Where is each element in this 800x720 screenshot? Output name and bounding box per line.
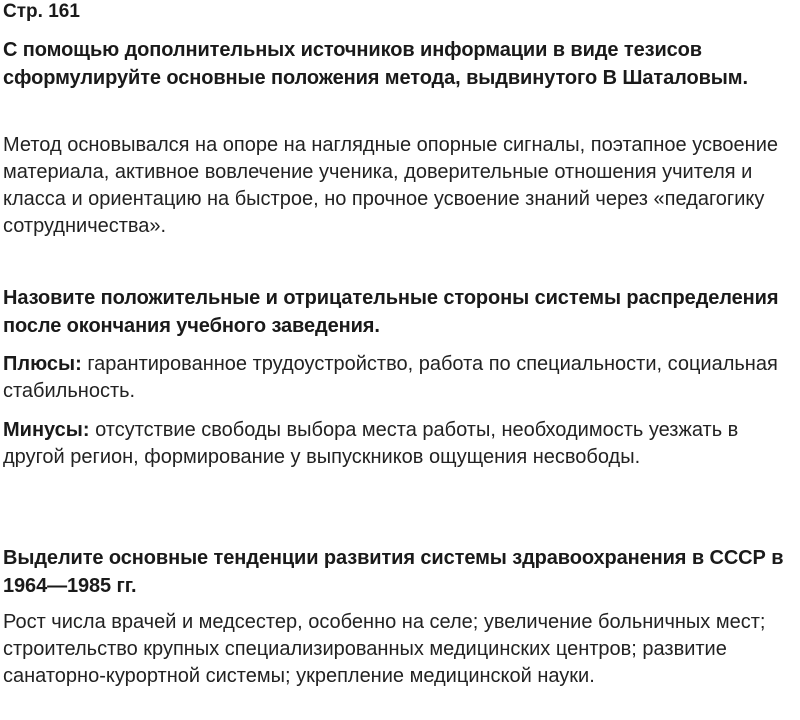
answer-1: Метод основывался на опоре на наглядные опорные сигналы, поэтапное усвоение материала, активное вовлечение ученика, доверительные отношения учителя и класса и ориентацию на быстрое, но прочное усвоение знаний через «педагогику сотрудничества». bbox=[3, 134, 778, 237]
pros-label: Плюсы: bbox=[3, 353, 82, 375]
question-1: С помощью дополнительных источников информации в виде тезисов сформулируйте основные положения метода, выдвинутого В Шаталовым. bbox=[3, 39, 748, 89]
question-2: Назовите положительные и отрицательные стороны системы распределения после окончания учебного заведения. bbox=[3, 287, 779, 337]
cons-text: отсутствие свободы выбора места работы, необходимость уезжать в другой регион, формирование у выпускников ощущения несвободы. bbox=[3, 419, 739, 468]
pros-paragraph bbox=[3, 351, 800, 405]
cons-label: Минусы: bbox=[3, 419, 90, 441]
page-number: Стр. 161 bbox=[3, 1, 80, 22]
answer-3: Рост числа врачей и медсестер, особенно на селе; увеличение больничных мест; строительство крупных специализированных медицинских центров; развитие санаторно-курортной системы; укрепление медицинской науки. bbox=[3, 611, 766, 687]
question-3: Выделите основные тенденции развития системы здравоохранения в СССР в 1964—1985 гг. bbox=[3, 547, 784, 597]
cons-paragraph bbox=[3, 417, 800, 471]
pros-text: гарантированное трудоустройство, работа по специальности, социальная стабильность. bbox=[3, 353, 778, 402]
